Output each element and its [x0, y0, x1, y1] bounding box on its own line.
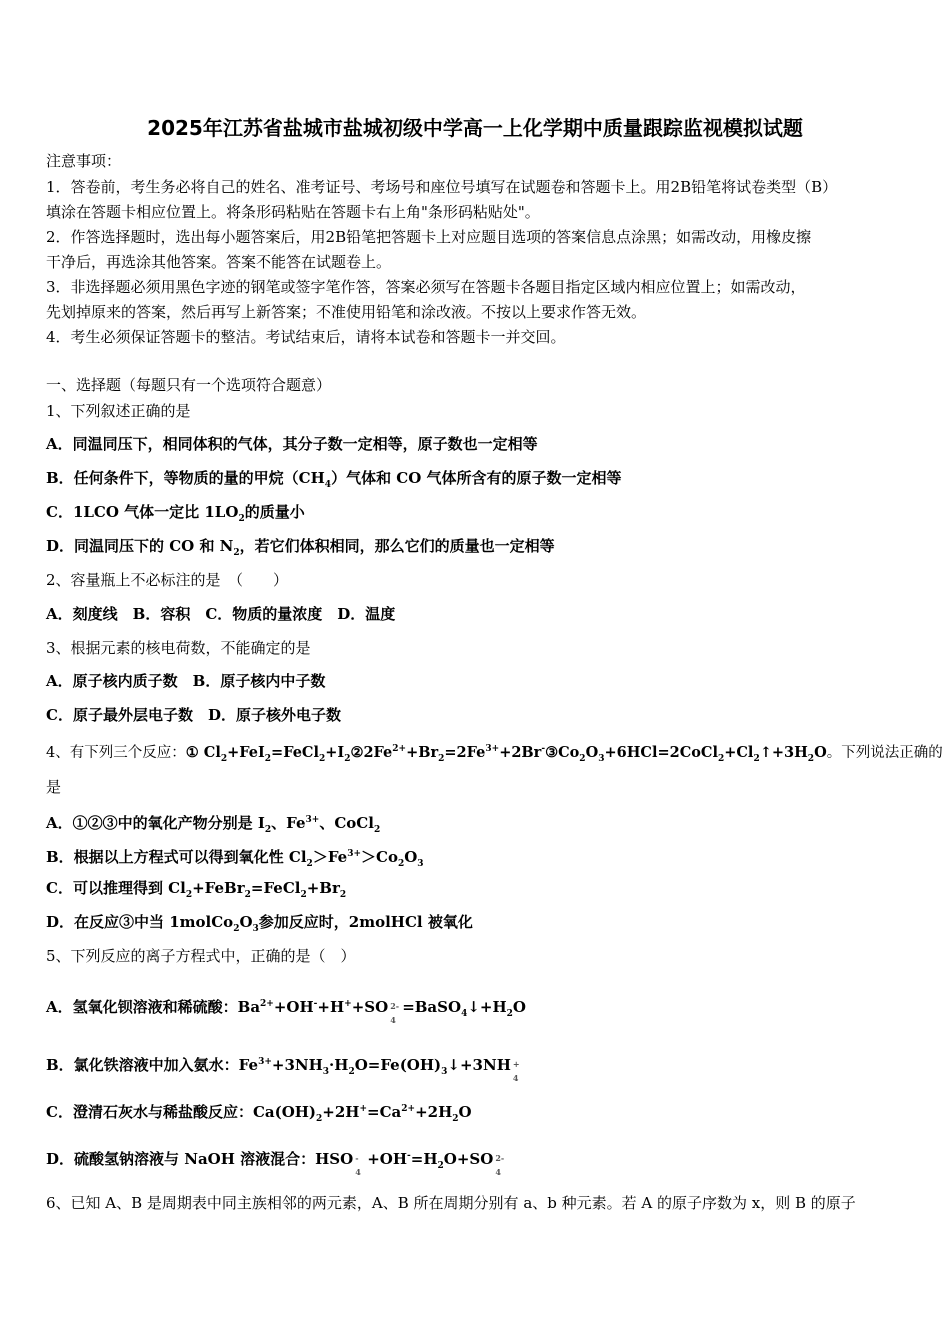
question-2-options: A．刻度线 B．容积 C．物质的量浓度 D．温度	[46, 605, 396, 623]
question-1-stem: 1、下列叙述正确的是	[46, 402, 191, 420]
notice-line: 1．答卷前，考生务必将自己的姓名、准考证号、考场号和座位号填写在试题卷和答题卡上。用2B铅笔将试卷类型（B）	[46, 178, 838, 196]
notice-line: 2．作答选择题时，选出每小题答案后，用2B铅笔把答题卡上对应题目选项的答案信息点涂黑；如需改动，用橡皮擦	[46, 228, 812, 246]
question-4-option-b: B．根据以上方程式可以得到氧化性 $Cl_2>Fe^{3+}>Co_2O_3$	[46, 848, 424, 869]
question-4-option-a: A．①②③中的氧化产物分别是 $I_2$、$Fe^{3+}$、CoCl$_2$	[46, 814, 381, 835]
notice-heading: 注意事项：	[46, 152, 122, 170]
question-5-option-d: D．硫酸氢钠溶液与 NaOH 溶液混合：HSO - 4 $+OH^-=H_2O+SO$ 2- 4	[46, 1150, 505, 1177]
page-title: 2025年江苏省盐城市盐城初级中学高一上化学期中质量跟踪监视模拟试题	[147, 116, 803, 140]
question-5-stem: 5、下列反应的离子方程式中，正确的是（ ）	[46, 947, 356, 965]
question-3-options-ab: A．原子核内质子数 B．原子核内中子数	[46, 672, 326, 690]
question-2-stem: 2、容量瓶上不必标注的是 （ ）	[46, 571, 289, 589]
notice-line: 填涂在答题卡相应位置上。将条形码粘贴在答题卡右上角"条形码粘贴处"。	[46, 203, 540, 221]
section-heading: 一、选择题（每题只有一个选项符合题意）	[46, 376, 332, 394]
question-4-option-c: C．可以推理得到 $Cl_2+FeBr_2=FeCl_2+Br_2$	[46, 879, 347, 900]
question-4-option-d: D．在反应③中当 $1molCo_2O_3$参加反应时，2molHCl 被氧化	[46, 913, 473, 934]
question-1-option-b: B．任何条件下，等物质的量的甲烷$(CH_4)$气体和 CO 气体所含有的原子数一定相等	[46, 469, 622, 490]
question-5-option-c: C．澄清石灰水与稀盐酸反应：$Ca(OH)_2+2H^+=Ca^{2+}+2H_2O$	[46, 1103, 472, 1124]
question-5-option-b: B．氯化铁溶液中加入氨水：$Fe^{3+}+3NH_3\cdot H_2O=Fe(OH)_3↓+3NH$ + 4	[46, 1056, 520, 1083]
question-6-stem: 6、已知 A、B 是周期表中同主族相邻的两元素，A、B 所在周期分别有 a、b 种元素。若 A 的原子序数为 x，则 B 的原子	[46, 1194, 856, 1212]
question-1-option-a: A．同温同压下，相同体积的气体，其分子数一定相等，原子数也一定相等	[46, 435, 538, 453]
question-3-options-cd: C．原子最外层电子数 D．原子核外电子数	[46, 706, 341, 724]
notice-line: 先划掉原来的答案，然后再写上新答案；不准使用铅笔和涂改液。不按以上要求作答无效。	[46, 303, 647, 321]
question-4-stem: 4、有下列三个反应：① $Cl_2+FeI_2=FeCl_2+I_2②2Fe^{2+}+Br_2=2Fe^{3+}+2Br^-③Co_2O_3+6HCl=2CoCl_2+Cl_2↑+3H_2O$。下列说法正确的	[46, 743, 943, 764]
question-1-option-d: D．同温同压下的 CO 和 $N_2$，若它们体积相同，那么它们的质量也一定相等	[46, 537, 555, 558]
question-5-option-a: A．氢氧化钡溶液和稀硫酸：$Ba^{2+}+OH^-+H^++SO$ 2- 4 $=BaSO_4↓+H_2O$	[46, 998, 526, 1025]
question-4-stem-continued: 是	[46, 778, 62, 796]
notice-line: 干净后，再选涂其他答案。答案不能答在试题卷上。	[46, 253, 392, 271]
notice-line: 4．考生必须保证答题卡的整洁。考试结束后，请将本试卷和答题卡一并交回。	[46, 328, 566, 346]
question-3-stem: 3、根据元素的核电荷数，不能确定的是	[46, 639, 311, 657]
notice-line: 3．非选择题必须用黑色字迹的钢笔或签字笔作答，答案必须写在答题卡各题目指定区域内相应位置上；如需改动，	[46, 278, 806, 296]
question-1-option-c: C．1LCO 气体一定比 $1LO_2$的质量小	[46, 503, 305, 524]
